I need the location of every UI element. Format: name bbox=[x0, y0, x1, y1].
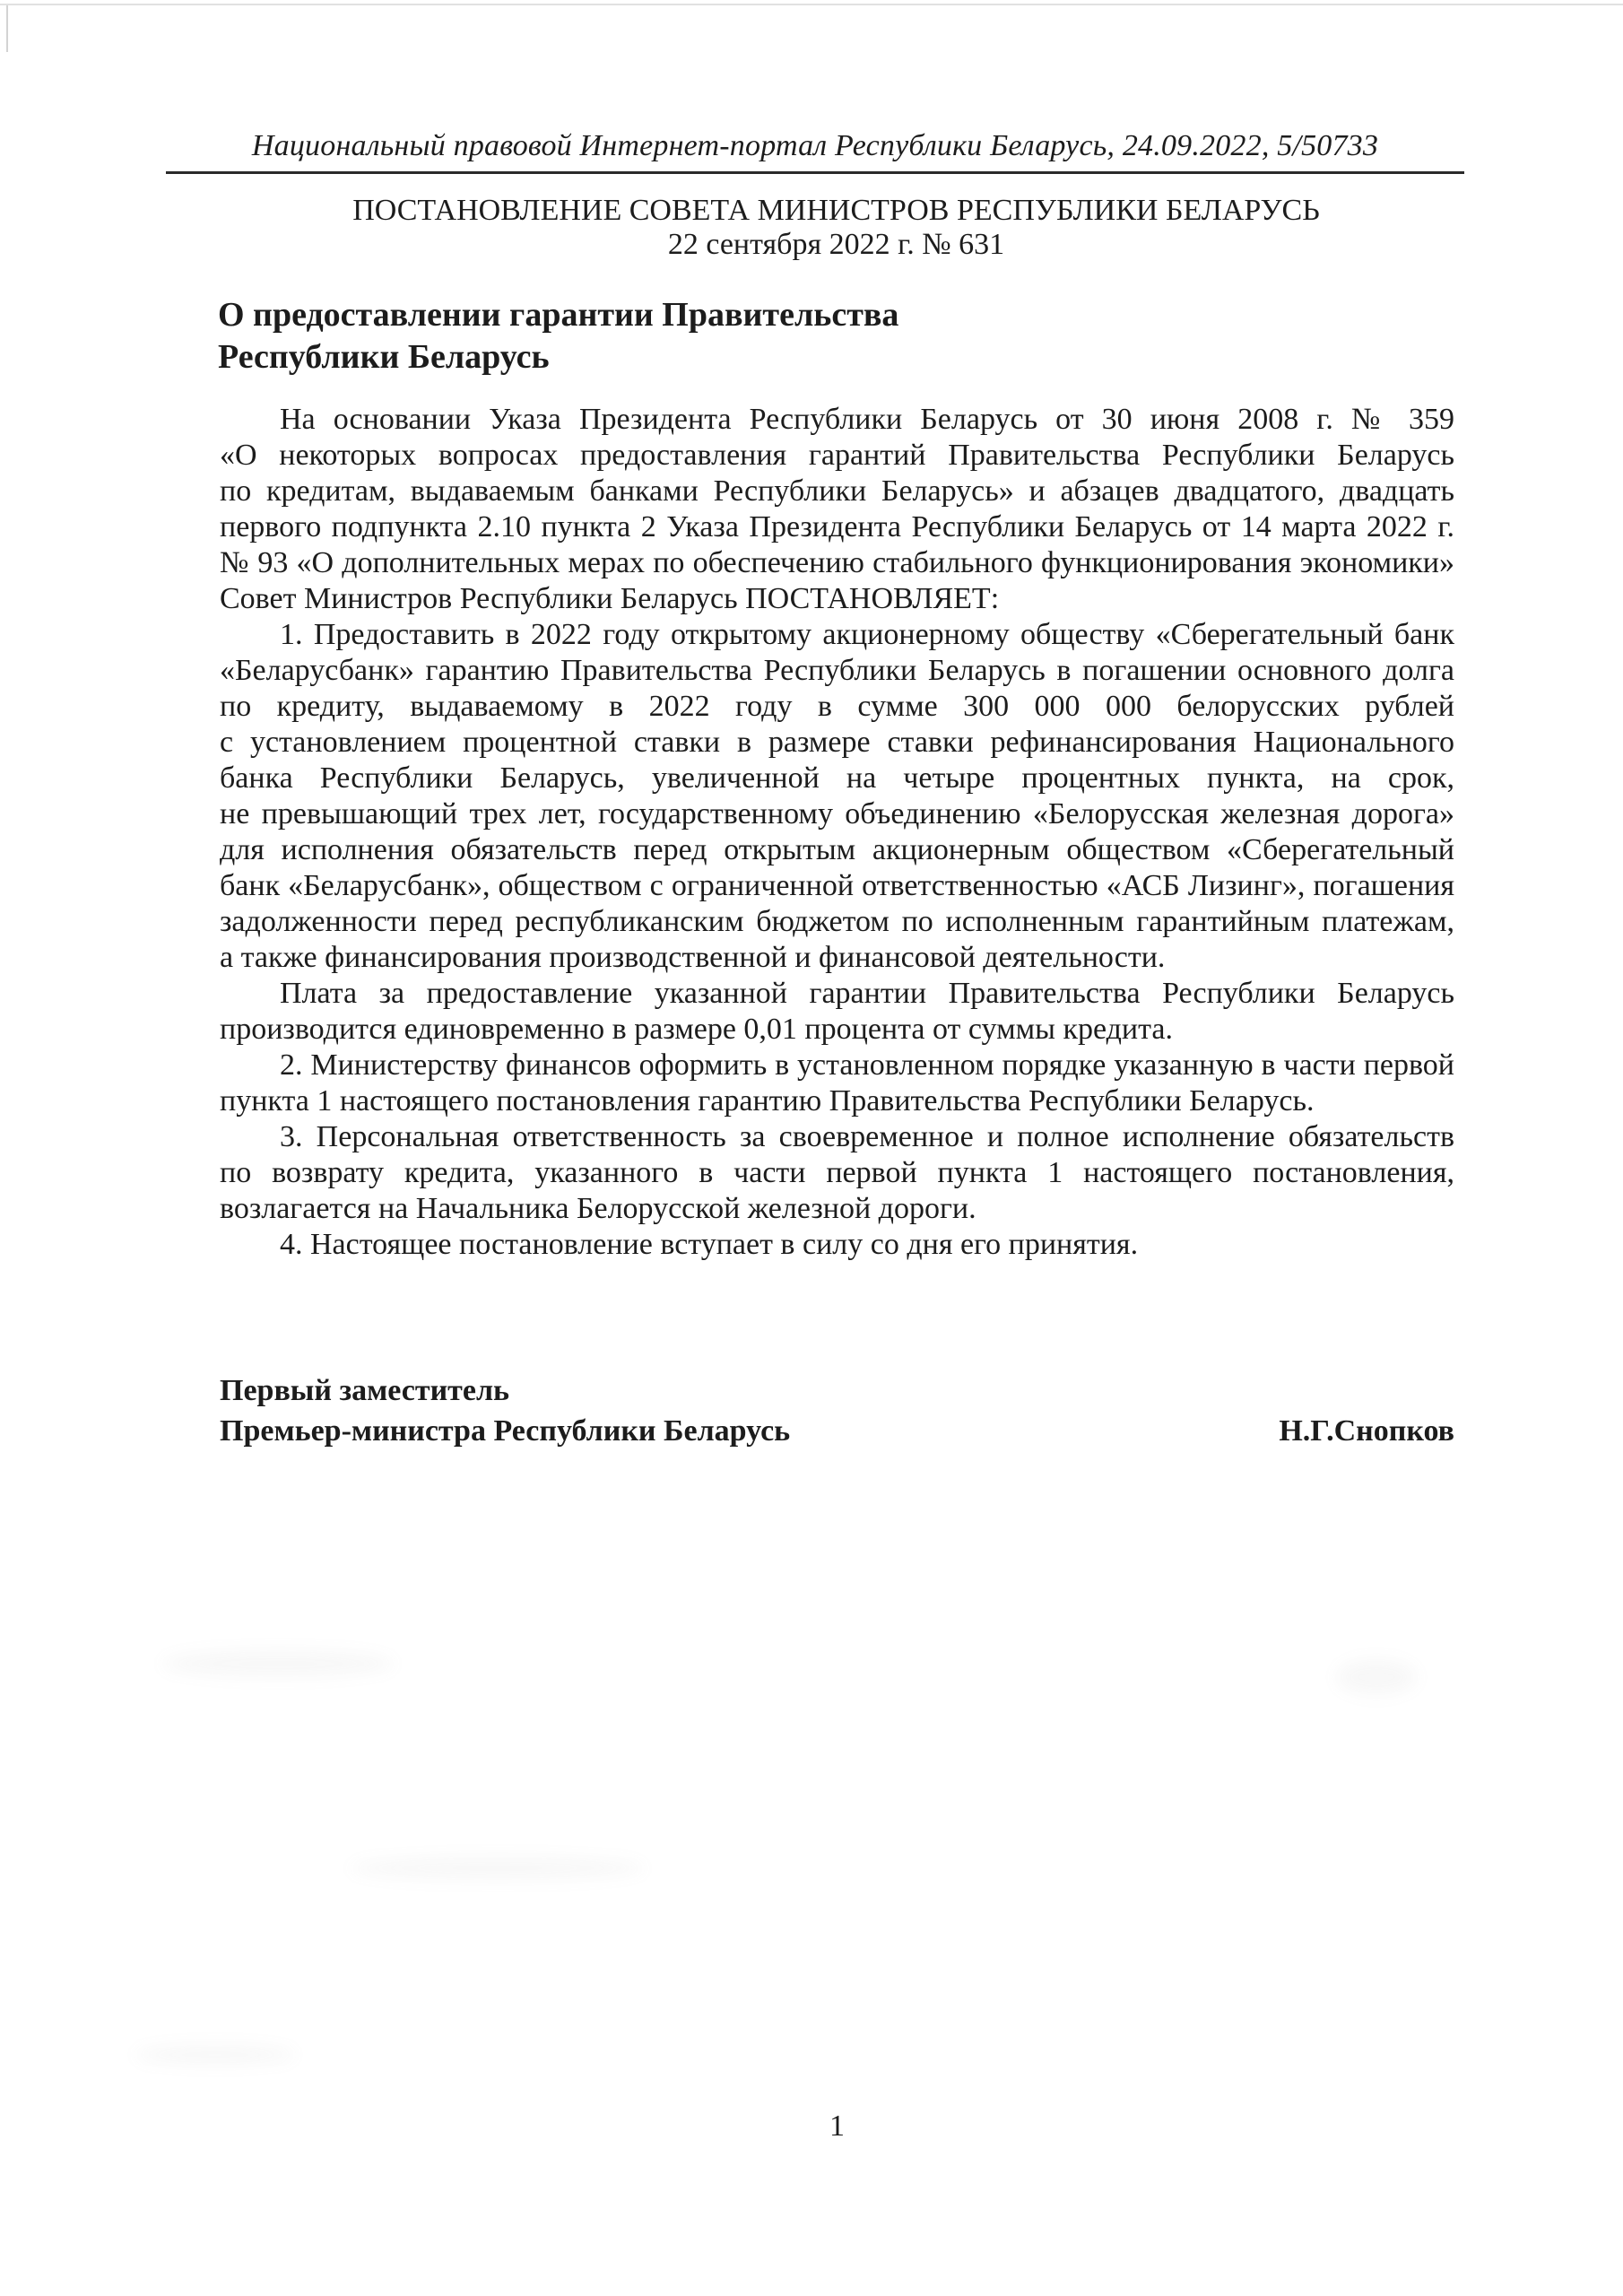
signatory-position-line1: Первый заместитель bbox=[220, 1374, 509, 1407]
body-paragraph-item-4: 4. Настоящее постановление вступает в силу со дня его принятия. bbox=[280, 1228, 1139, 1261]
scan-artifact-smudge bbox=[161, 1650, 395, 1677]
body-paragraph-item-1-fee: Плата за предоставление указанной гарантии Правительства Республики Беларусь производится единовременно в размере 0,01 процента от суммы кредита. bbox=[220, 977, 1454, 1046]
body-paragraph-preamble: На основании Указа Президента Республики Беларусь от 30 июня 2008 г. № 359 «О некоторых вопросах предоставления гарантий Правительства Республики Беларусь по кредитам, выдаваемым банками Республики Беларусь» и абзацев двадцатого, двадцать первого подпункта 2.10 пункта 2 Указа Президента Республики Беларусь от 14 марта 2022 г. № 93 «О дополнительных мерах по обеспечению стабильного функционирования экономики» Совет Министров Республики Беларусь ПОСТАНОВЛЯЕТ: bbox=[220, 403, 1454, 615]
page-number: 1 bbox=[829, 2109, 845, 2143]
running-head-source-line: Национальный правовой Интернет-портал Республики Беларусь, 24.09.2022, 5/50733 bbox=[166, 129, 1464, 174]
signatory-position bbox=[220, 1370, 790, 1451]
scan-artifact-left-edge bbox=[6, 5, 8, 52]
body-paragraph-item-1: 1. Предоставить в 2022 году открытому акционерному обществу «Сберегательный банк «Беларусбанк» гарантию Правительства Республики Беларусь в погашении основного долга по кредиту, выдаваемому в 2022 году в сумме 300 000 000 белорусских рублей с установлением процентной ставки в размере ставки рефинансирования Национального банка Республики Беларусь, увеличенной на четыре процентных пункта, на срок, не превышающий трех лет, государственному объединению «Белорусская железная дорога» для исполнения обязательств перед открытым акционерным обществом «Сберегательный банк «Беларусбанк», обществом с ограниченной ответственностью «АСБ Лизинг», погашения задолженности перед республиканским бюджетом по исполненным гарантийным платежам, а также финансирования производственной и финансовой деятельности. bbox=[220, 618, 1454, 974]
document-title: О предоставлении гарантии Правительства Республики Беларусь bbox=[218, 296, 899, 376]
decree-heading bbox=[220, 194, 1453, 262]
decree-heading-date-number: 22 сентября 2022 г. № 631 bbox=[667, 228, 1005, 261]
signature-block bbox=[220, 1370, 1454, 1451]
signatory-position-line2: Премьер-министра Республики Беларусь bbox=[220, 1414, 791, 1448]
scan-artifact-smudge bbox=[135, 2045, 296, 2065]
body-paragraph-item-2: 2. Министерству финансов оформить в установленном порядке указанную в части первой пункта 1 настоящего постановления гарантию Правительства Республики Беларусь. bbox=[220, 1048, 1454, 1118]
body-paragraph-item-3: 3. Персональная ответственность за своевременное и полное исполнение обязательств по возврату кредита, указанного в части первой пункта 1 настоящего постановления, возлагается на Начальника Белорусской железной дороги. bbox=[220, 1120, 1454, 1225]
scan-artifact-smudge bbox=[1336, 1659, 1417, 1695]
signatory-name: Н.Г.Снопков bbox=[1279, 1414, 1454, 1448]
document-body bbox=[220, 402, 1454, 1263]
scan-artifact-top-edge bbox=[0, 4, 1623, 5]
scan-artifact-smudge bbox=[350, 1857, 646, 1880]
decree-heading-authority: ПОСТАНОВЛЕНИЕ СОВЕТА МИНИСТРОВ РЕСПУБЛИКИ БЕЛАРУСЬ bbox=[352, 194, 1320, 227]
